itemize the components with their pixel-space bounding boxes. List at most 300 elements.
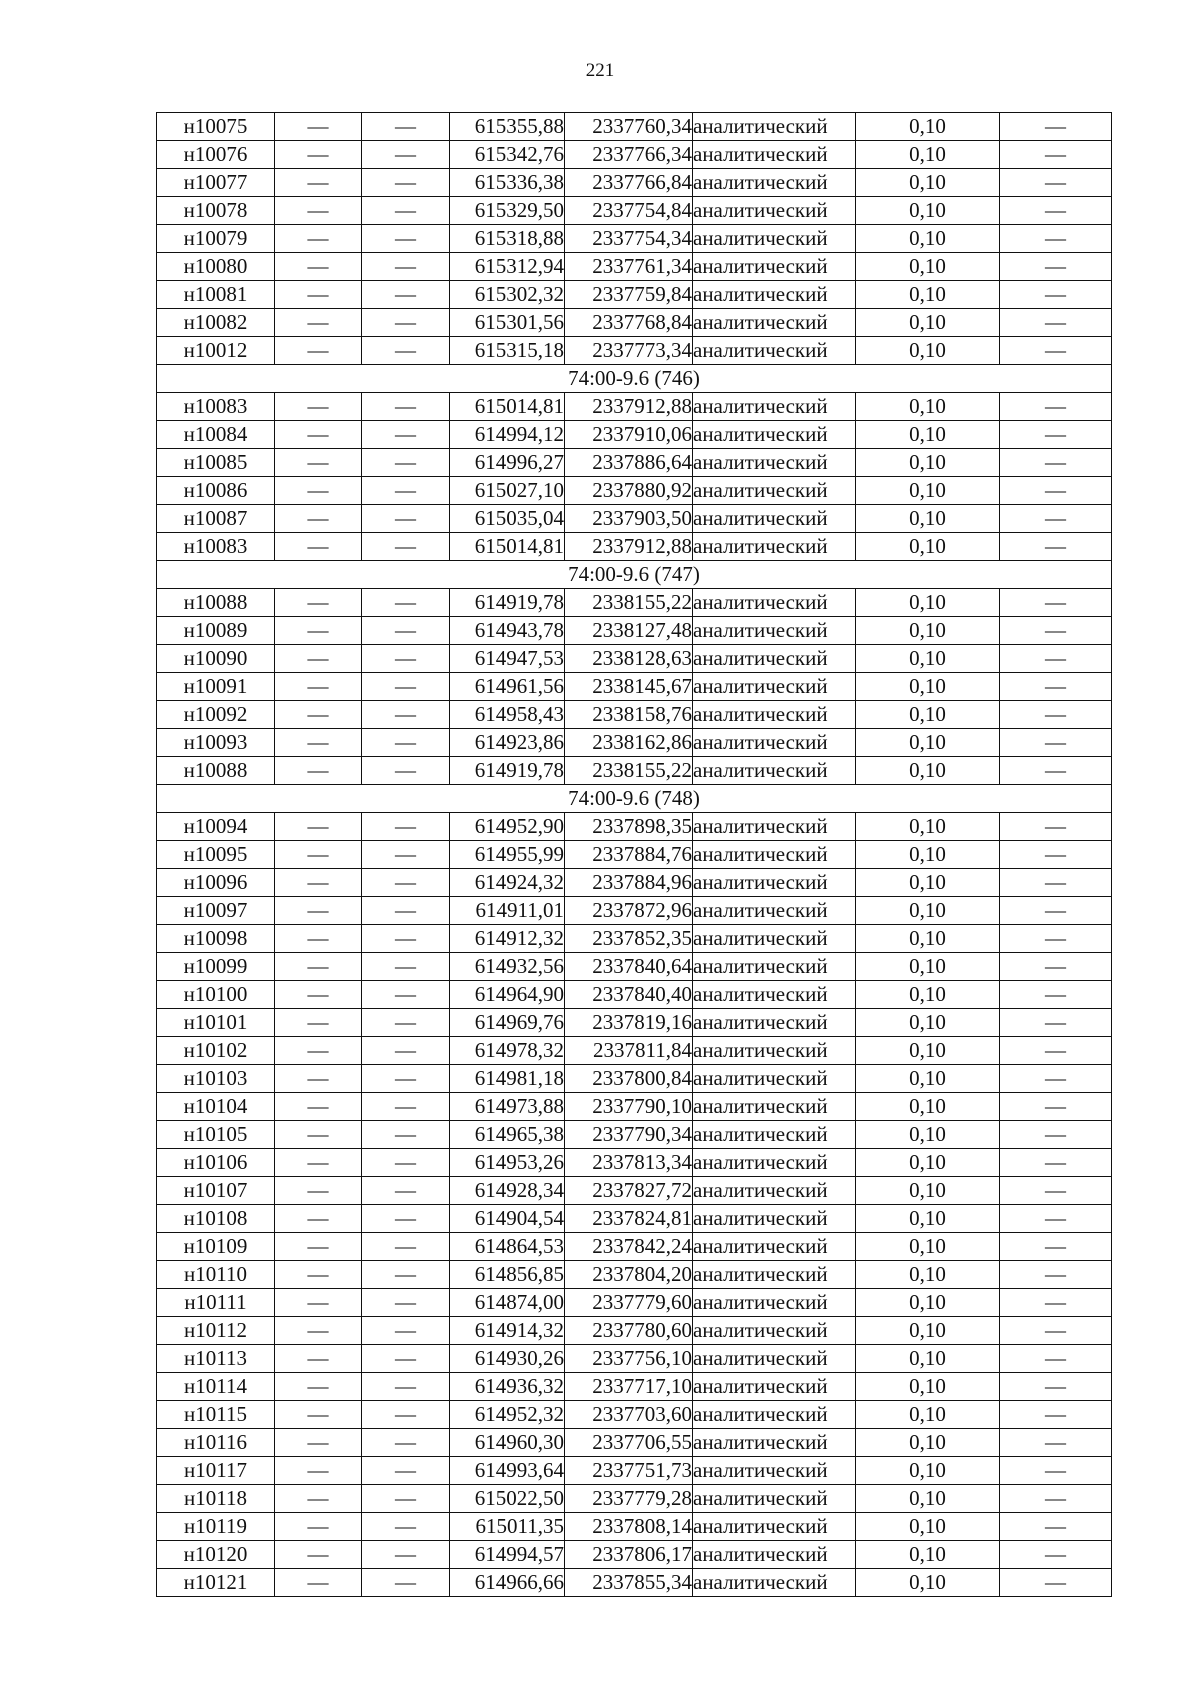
table-row: [157, 1093, 1112, 1121]
column-2-cell: —: [275, 169, 362, 197]
table-row: [157, 1065, 1112, 1093]
x-coordinate-cell: 615022,50: [450, 1485, 565, 1513]
column-2-cell: —: [275, 281, 362, 309]
accuracy-cell: 0,10: [856, 617, 1000, 645]
column-2-cell: —: [275, 337, 362, 365]
accuracy-cell: 0,10: [856, 1289, 1000, 1317]
x-coordinate-cell: 614969,76: [450, 1009, 565, 1037]
method-cell: аналитический: [693, 1401, 856, 1429]
column-3-cell: —: [362, 1177, 450, 1205]
column-8-cell: —: [1000, 1121, 1112, 1149]
column-8-cell: —: [1000, 1233, 1112, 1261]
column-3-cell: —: [362, 981, 450, 1009]
column-2-cell: —: [275, 981, 362, 1009]
column-3-cell: —: [362, 1513, 450, 1541]
accuracy-cell: 0,10: [856, 253, 1000, 281]
table-row: [157, 1317, 1112, 1345]
column-3-cell: —: [362, 869, 450, 897]
table-row: [157, 757, 1112, 785]
point-name-cell: н10092: [157, 701, 275, 729]
table-row: [157, 897, 1112, 925]
y-coordinate-cell: 2337898,35: [565, 813, 693, 841]
method-cell: аналитический: [693, 701, 856, 729]
point-name-cell: н10094: [157, 813, 275, 841]
table-row: [157, 1261, 1112, 1289]
point-name-cell: н10117: [157, 1457, 275, 1485]
column-8-cell: —: [1000, 169, 1112, 197]
point-name-cell: н10084: [157, 421, 275, 449]
accuracy-cell: 0,10: [856, 1485, 1000, 1513]
accuracy-cell: 0,10: [856, 281, 1000, 309]
accuracy-cell: 0,10: [856, 1401, 1000, 1429]
x-coordinate-cell: 614930,26: [450, 1345, 565, 1373]
x-coordinate-cell: 614864,53: [450, 1233, 565, 1261]
method-cell: аналитический: [693, 421, 856, 449]
column-3-cell: —: [362, 1289, 450, 1317]
table-row: [157, 1429, 1112, 1457]
column-3-cell: —: [362, 953, 450, 981]
column-8-cell: —: [1000, 729, 1112, 757]
column-2-cell: —: [275, 1009, 362, 1037]
x-coordinate-cell: 614994,57: [450, 1541, 565, 1569]
method-cell: аналитический: [693, 505, 856, 533]
method-cell: аналитический: [693, 1429, 856, 1457]
column-2-cell: —: [275, 197, 362, 225]
x-coordinate-cell: 614919,78: [450, 757, 565, 785]
column-3-cell: —: [362, 729, 450, 757]
x-coordinate-cell: 615355,88: [450, 113, 565, 141]
column-2-cell: —: [275, 421, 362, 449]
section-header-row: [157, 365, 1112, 393]
column-3-cell: —: [362, 645, 450, 673]
method-cell: аналитический: [693, 1317, 856, 1345]
column-8-cell: —: [1000, 1345, 1112, 1373]
x-coordinate-cell: 614923,86: [450, 729, 565, 757]
column-2-cell: —: [275, 1261, 362, 1289]
x-coordinate-cell: 614919,78: [450, 589, 565, 617]
method-cell: аналитический: [693, 1457, 856, 1485]
y-coordinate-cell: 2337910,06: [565, 421, 693, 449]
accuracy-cell: 0,10: [856, 505, 1000, 533]
table-row: [157, 421, 1112, 449]
table-row: [157, 1373, 1112, 1401]
table-row: [157, 393, 1112, 421]
table-row: [157, 533, 1112, 561]
column-2-cell: —: [275, 813, 362, 841]
method-cell: аналитический: [693, 953, 856, 981]
column-8-cell: —: [1000, 1373, 1112, 1401]
column-2-cell: —: [275, 533, 362, 561]
column-2-cell: —: [275, 953, 362, 981]
column-8-cell: —: [1000, 1401, 1112, 1429]
method-cell: аналитический: [693, 981, 856, 1009]
column-3-cell: —: [362, 253, 450, 281]
table-row: [157, 113, 1112, 141]
method-cell: аналитический: [693, 1037, 856, 1065]
column-3-cell: —: [362, 477, 450, 505]
x-coordinate-cell: 614911,01: [450, 897, 565, 925]
method-cell: аналитический: [693, 673, 856, 701]
method-cell: аналитический: [693, 813, 856, 841]
column-3-cell: —: [362, 1261, 450, 1289]
x-coordinate-cell: 614943,78: [450, 617, 565, 645]
column-2-cell: —: [275, 449, 362, 477]
y-coordinate-cell: 2337840,64: [565, 953, 693, 981]
accuracy-cell: 0,10: [856, 141, 1000, 169]
point-name-cell: н10083: [157, 533, 275, 561]
y-coordinate-cell: 2337780,60: [565, 1317, 693, 1345]
x-coordinate-cell: 614952,32: [450, 1401, 565, 1429]
x-coordinate-cell: 614996,27: [450, 449, 565, 477]
method-cell: аналитический: [693, 1513, 856, 1541]
accuracy-cell: 0,10: [856, 1569, 1000, 1597]
column-8-cell: —: [1000, 1261, 1112, 1289]
x-coordinate-cell: 615315,18: [450, 337, 565, 365]
column-3-cell: —: [362, 1121, 450, 1149]
y-coordinate-cell: 2337790,34: [565, 1121, 693, 1149]
method-cell: аналитический: [693, 1373, 856, 1401]
method-cell: аналитический: [693, 1065, 856, 1093]
x-coordinate-cell: 614960,30: [450, 1429, 565, 1457]
column-3-cell: —: [362, 1065, 450, 1093]
y-coordinate-cell: 2337824,81: [565, 1205, 693, 1233]
column-2-cell: —: [275, 253, 362, 281]
column-8-cell: —: [1000, 533, 1112, 561]
column-2-cell: —: [275, 1177, 362, 1205]
column-3-cell: —: [362, 337, 450, 365]
column-8-cell: —: [1000, 925, 1112, 953]
accuracy-cell: 0,10: [856, 533, 1000, 561]
x-coordinate-cell: 614928,34: [450, 1177, 565, 1205]
accuracy-cell: 0,10: [856, 197, 1000, 225]
table-row: [157, 1009, 1112, 1037]
y-coordinate-cell: 2337808,14: [565, 1513, 693, 1541]
column-3-cell: —: [362, 841, 450, 869]
column-3-cell: —: [362, 701, 450, 729]
point-name-cell: н10091: [157, 673, 275, 701]
column-8-cell: —: [1000, 253, 1112, 281]
table-row: [157, 337, 1112, 365]
table-row: [157, 589, 1112, 617]
x-coordinate-cell: 614904,54: [450, 1205, 565, 1233]
point-name-cell: н10108: [157, 1205, 275, 1233]
column-2-cell: —: [275, 1569, 362, 1597]
column-8-cell: —: [1000, 337, 1112, 365]
y-coordinate-cell: 2337779,60: [565, 1289, 693, 1317]
point-name-cell: н10096: [157, 869, 275, 897]
x-coordinate-cell: 614912,32: [450, 925, 565, 953]
column-8-cell: —: [1000, 981, 1112, 1009]
y-coordinate-cell: 2338128,63: [565, 645, 693, 673]
method-cell: аналитический: [693, 729, 856, 757]
accuracy-cell: 0,10: [856, 477, 1000, 505]
accuracy-cell: 0,10: [856, 1513, 1000, 1541]
method-cell: аналитический: [693, 169, 856, 197]
accuracy-cell: 0,10: [856, 1037, 1000, 1065]
point-name-cell: н10104: [157, 1093, 275, 1121]
table-row: [157, 1541, 1112, 1569]
x-coordinate-cell: 614981,18: [450, 1065, 565, 1093]
y-coordinate-cell: 2337756,10: [565, 1345, 693, 1373]
y-coordinate-cell: 2337806,17: [565, 1541, 693, 1569]
table-row: [157, 701, 1112, 729]
column-3-cell: —: [362, 673, 450, 701]
column-8-cell: —: [1000, 113, 1112, 141]
column-8-cell: —: [1000, 589, 1112, 617]
table-row: [157, 729, 1112, 757]
table-row: [157, 841, 1112, 869]
point-name-cell: н10095: [157, 841, 275, 869]
column-3-cell: —: [362, 1037, 450, 1065]
point-name-cell: н10105: [157, 1121, 275, 1149]
y-coordinate-cell: 2337840,40: [565, 981, 693, 1009]
column-8-cell: —: [1000, 1037, 1112, 1065]
x-coordinate-cell: 614973,88: [450, 1093, 565, 1121]
column-8-cell: —: [1000, 1065, 1112, 1093]
column-2-cell: —: [275, 729, 362, 757]
method-cell: аналитический: [693, 477, 856, 505]
table-row: [157, 1513, 1112, 1541]
column-3-cell: —: [362, 1317, 450, 1345]
point-name-cell: н10109: [157, 1233, 275, 1261]
point-name-cell: н10114: [157, 1373, 275, 1401]
column-3-cell: —: [362, 421, 450, 449]
accuracy-cell: 0,10: [856, 729, 1000, 757]
point-name-cell: н10079: [157, 225, 275, 253]
accuracy-cell: 0,10: [856, 169, 1000, 197]
accuracy-cell: 0,10: [856, 897, 1000, 925]
accuracy-cell: 0,10: [856, 953, 1000, 981]
method-cell: аналитический: [693, 337, 856, 365]
x-coordinate-cell: 614953,26: [450, 1149, 565, 1177]
table-row: [157, 1121, 1112, 1149]
x-coordinate-cell: 614964,90: [450, 981, 565, 1009]
method-cell: аналитический: [693, 1261, 856, 1289]
point-name-cell: н10119: [157, 1513, 275, 1541]
y-coordinate-cell: 2337804,20: [565, 1261, 693, 1289]
column-8-cell: —: [1000, 281, 1112, 309]
column-8-cell: —: [1000, 841, 1112, 869]
table-row: [157, 1205, 1112, 1233]
column-2-cell: —: [275, 1373, 362, 1401]
x-coordinate-cell: 615301,56: [450, 309, 565, 337]
page-number: 221: [585, 60, 615, 81]
accuracy-cell: 0,10: [856, 589, 1000, 617]
x-coordinate-cell: 614952,90: [450, 813, 565, 841]
method-cell: аналитический: [693, 1569, 856, 1597]
point-name-cell: н10077: [157, 169, 275, 197]
column-2-cell: —: [275, 1065, 362, 1093]
column-3-cell: —: [362, 1093, 450, 1121]
column-2-cell: —: [275, 673, 362, 701]
point-name-cell: н10081: [157, 281, 275, 309]
x-coordinate-cell: 615329,50: [450, 197, 565, 225]
column-3-cell: —: [362, 169, 450, 197]
method-cell: аналитический: [693, 1205, 856, 1233]
column-2-cell: —: [275, 1457, 362, 1485]
column-2-cell: —: [275, 925, 362, 953]
column-2-cell: —: [275, 1485, 362, 1513]
x-coordinate-cell: 614947,53: [450, 645, 565, 673]
x-coordinate-cell: 614936,32: [450, 1373, 565, 1401]
y-coordinate-cell: 2337852,35: [565, 925, 693, 953]
accuracy-cell: 0,10: [856, 1233, 1000, 1261]
method-cell: аналитический: [693, 869, 856, 897]
table-row: [157, 197, 1112, 225]
method-cell: аналитический: [693, 589, 856, 617]
column-8-cell: —: [1000, 673, 1112, 701]
column-3-cell: —: [362, 1485, 450, 1513]
column-8-cell: —: [1000, 505, 1112, 533]
column-2-cell: —: [275, 141, 362, 169]
column-3-cell: —: [362, 1569, 450, 1597]
column-3-cell: —: [362, 757, 450, 785]
accuracy-cell: 0,10: [856, 225, 1000, 253]
column-8-cell: —: [1000, 1149, 1112, 1177]
column-8-cell: —: [1000, 477, 1112, 505]
y-coordinate-cell: 2338145,67: [565, 673, 693, 701]
y-coordinate-cell: 2338127,48: [565, 617, 693, 645]
table-row: [157, 1233, 1112, 1261]
accuracy-cell: 0,10: [856, 869, 1000, 897]
table-row: [157, 813, 1112, 841]
column-2-cell: —: [275, 645, 362, 673]
method-cell: аналитический: [693, 393, 856, 421]
point-name-cell: н10089: [157, 617, 275, 645]
table-row: [157, 925, 1112, 953]
table-row: [157, 141, 1112, 169]
accuracy-cell: 0,10: [856, 1317, 1000, 1345]
x-coordinate-cell: 615302,32: [450, 281, 565, 309]
section-header-row: [157, 785, 1112, 813]
x-coordinate-cell: 615035,04: [450, 505, 565, 533]
point-name-cell: н10075: [157, 113, 275, 141]
x-coordinate-cell: 614924,32: [450, 869, 565, 897]
accuracy-cell: 0,10: [856, 1009, 1000, 1037]
accuracy-cell: 0,10: [856, 813, 1000, 841]
method-cell: аналитический: [693, 1009, 856, 1037]
section-label: 74:00-9.6 (746): [157, 365, 1112, 393]
y-coordinate-cell: 2337819,16: [565, 1009, 693, 1037]
x-coordinate-cell: 615027,10: [450, 477, 565, 505]
column-3-cell: —: [362, 141, 450, 169]
method-cell: аналитический: [693, 757, 856, 785]
column-2-cell: —: [275, 869, 362, 897]
y-coordinate-cell: 2337903,50: [565, 505, 693, 533]
table-row: [157, 1401, 1112, 1429]
x-coordinate-cell: 614994,12: [450, 421, 565, 449]
column-2-cell: —: [275, 1289, 362, 1317]
accuracy-cell: 0,10: [856, 421, 1000, 449]
section-header-row: [157, 561, 1112, 589]
method-cell: аналитический: [693, 1149, 856, 1177]
y-coordinate-cell: 2338155,22: [565, 589, 693, 617]
point-name-cell: н10120: [157, 1541, 275, 1569]
method-cell: аналитический: [693, 1541, 856, 1569]
point-name-cell: н10116: [157, 1429, 275, 1457]
column-8-cell: —: [1000, 225, 1112, 253]
y-coordinate-cell: 2337872,96: [565, 897, 693, 925]
column-3-cell: —: [362, 309, 450, 337]
accuracy-cell: 0,10: [856, 1429, 1000, 1457]
x-coordinate-cell: 614993,64: [450, 1457, 565, 1485]
table-row: [157, 505, 1112, 533]
accuracy-cell: 0,10: [856, 1065, 1000, 1093]
column-3-cell: —: [362, 1373, 450, 1401]
column-3-cell: —: [362, 1149, 450, 1177]
table-row: [157, 1345, 1112, 1373]
column-3-cell: —: [362, 1401, 450, 1429]
column-8-cell: —: [1000, 1009, 1112, 1037]
y-coordinate-cell: 2337768,84: [565, 309, 693, 337]
table-row: [157, 169, 1112, 197]
method-cell: аналитический: [693, 225, 856, 253]
point-name-cell: н10082: [157, 309, 275, 337]
table-row: [157, 477, 1112, 505]
table-row: [157, 1149, 1112, 1177]
accuracy-cell: 0,10: [856, 1373, 1000, 1401]
column-3-cell: —: [362, 505, 450, 533]
column-2-cell: —: [275, 1037, 362, 1065]
accuracy-cell: 0,10: [856, 757, 1000, 785]
column-2-cell: —: [275, 1149, 362, 1177]
method-cell: аналитический: [693, 617, 856, 645]
method-cell: аналитический: [693, 897, 856, 925]
point-name-cell: н10102: [157, 1037, 275, 1065]
accuracy-cell: 0,10: [856, 113, 1000, 141]
x-coordinate-cell: 615312,94: [450, 253, 565, 281]
column-8-cell: —: [1000, 449, 1112, 477]
x-coordinate-cell: 615014,81: [450, 533, 565, 561]
column-3-cell: —: [362, 925, 450, 953]
column-8-cell: —: [1000, 309, 1112, 337]
x-coordinate-cell: 615014,81: [450, 393, 565, 421]
point-name-cell: н10100: [157, 981, 275, 1009]
accuracy-cell: 0,10: [856, 981, 1000, 1009]
method-cell: аналитический: [693, 1233, 856, 1261]
column-8-cell: —: [1000, 1317, 1112, 1345]
table-row: [157, 645, 1112, 673]
coordinates-table-body: [157, 113, 1112, 1597]
y-coordinate-cell: 2337766,34: [565, 141, 693, 169]
accuracy-cell: 0,10: [856, 1149, 1000, 1177]
x-coordinate-cell: 615342,76: [450, 141, 565, 169]
y-coordinate-cell: 2337912,88: [565, 533, 693, 561]
column-3-cell: —: [362, 1429, 450, 1457]
column-8-cell: —: [1000, 1541, 1112, 1569]
method-cell: аналитический: [693, 1485, 856, 1513]
accuracy-cell: 0,10: [856, 1345, 1000, 1373]
point-name-cell: н10093: [157, 729, 275, 757]
accuracy-cell: 0,10: [856, 1457, 1000, 1485]
point-name-cell: н10087: [157, 505, 275, 533]
method-cell: аналитический: [693, 533, 856, 561]
y-coordinate-cell: 2337886,64: [565, 449, 693, 477]
table-row: [157, 309, 1112, 337]
column-8-cell: —: [1000, 617, 1112, 645]
accuracy-cell: 0,10: [856, 673, 1000, 701]
method-cell: аналитический: [693, 141, 856, 169]
method-cell: аналитический: [693, 841, 856, 869]
column-8-cell: —: [1000, 869, 1112, 897]
table-row: [157, 1037, 1112, 1065]
point-name-cell: н10103: [157, 1065, 275, 1093]
x-coordinate-cell: 614966,66: [450, 1569, 565, 1597]
y-coordinate-cell: 2337754,34: [565, 225, 693, 253]
column-3-cell: —: [362, 197, 450, 225]
method-cell: аналитический: [693, 281, 856, 309]
column-2-cell: —: [275, 1541, 362, 1569]
